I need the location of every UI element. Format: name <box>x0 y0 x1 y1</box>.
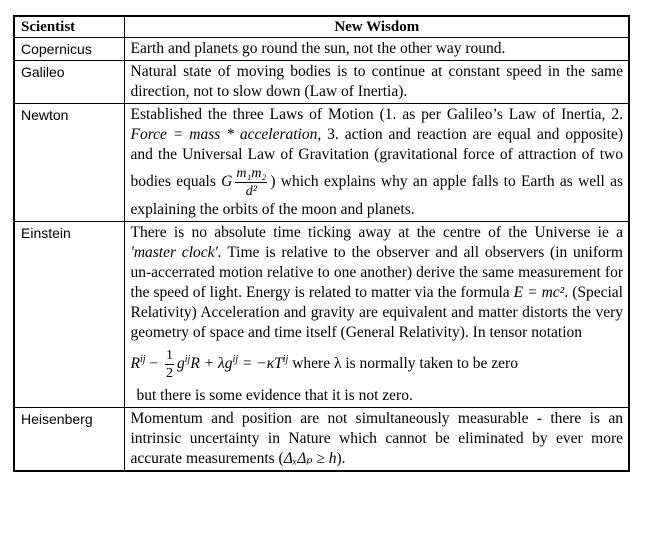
table-row <box>14 61 629 104</box>
scientist-name: Newton <box>14 104 124 222</box>
header-row <box>14 16 629 38</box>
tensor-half-num: 1 <box>166 348 174 363</box>
gravity-fraction <box>235 165 267 200</box>
einstein-text-c: . (Special Relativity) Acceleration and gravity are equivalent and matter distorts the very geometry of space and time itself (General Relativity). In tensor notation <box>130 284 623 341</box>
wisdom-text <box>124 104 629 222</box>
force-formula: Force = mass * acceleration <box>130 126 318 143</box>
gravity-constant: G <box>221 173 233 191</box>
einstein-text-d: but there is some evidence that it is not zero. <box>136 387 413 404</box>
newton-text-c: ) which explains why an apple falls to Earth as well as explaining the orbits of the moon and planets. <box>130 173 623 218</box>
scientist-name: Heisenberg <box>14 408 124 472</box>
heisenberg-text-b: ). <box>336 450 346 467</box>
tensor-rhs: = −κT <box>241 355 283 373</box>
wisdom-text <box>124 408 629 472</box>
scientist-name: Galileo <box>14 61 124 104</box>
uncertainty-formula: ΔₓΔₚ ≥ h <box>283 450 337 467</box>
tensor-sup-3: ij <box>232 353 239 365</box>
wisdom-text: Natural state of moving bodies is to continue at constant speed in the same direction, not to slow down (Law of Inertia). <box>124 61 629 104</box>
einstein-text-b: Time is relative to the observer and all observers (in uniform un-accerrated motion relative to one another) derive the same measurement for the speed of light. Energy is related to matter via the formula <box>130 244 623 301</box>
tensor-sup-2: ij <box>184 353 191 365</box>
tensor-sup-1: ij <box>139 353 146 365</box>
tensor-half-den: 2 <box>166 366 174 381</box>
table-row <box>14 104 629 222</box>
tensor-rest: R + λg <box>190 355 233 373</box>
einstein-text-a: There is no absolute time ticking away at the centre of the Universe ie a <box>130 224 623 241</box>
newton-text-a: Established the three Laws of Motion (1. as per Galileo’s Law of Inertia, 2. <box>130 106 623 123</box>
gravity-numerator: m₁m₂ <box>236 166 267 181</box>
tensor-half <box>165 347 174 382</box>
wisdom-text <box>124 222 629 408</box>
heisenberg-text-a: Momentum and position are not simultaneously measurable - there is an intrinsic uncertainty in Nature which cannot be eliminated by ever more accurate measurements ( <box>130 410 623 467</box>
tensor-r: R <box>130 355 140 373</box>
tensor-sup-4: ij <box>282 353 289 365</box>
scientists-table <box>13 15 630 472</box>
table-row <box>14 38 629 61</box>
tensor-tail: where λ is normally taken to be zero <box>288 355 518 373</box>
wisdom-text: Earth and planets go round the sun, not the other way round. <box>124 38 629 61</box>
table-row <box>14 408 629 472</box>
scientist-name: Einstein <box>14 222 124 408</box>
tensor-g: g <box>177 355 185 373</box>
emc-formula: E = mc² <box>513 284 565 301</box>
header-new-wisdom: New Wisdom <box>124 16 629 38</box>
header-scientist: Scientist <box>14 16 124 38</box>
newton-text-b: , 3. action and reaction are equal and opposite) and the Universal Law of Gravitation (gravitational force of attraction of two bodies equals <box>130 126 623 191</box>
gravity-denominator: d² <box>245 184 257 199</box>
table-row <box>14 222 629 408</box>
master-clock-text: 'master clock'. <box>130 244 222 261</box>
scientist-name: Copernicus <box>14 38 124 61</box>
tensor-equation: $R^{ij}$ − $\frac{1}{2}$ $g^{ij}R + \lambda g^{ij} = -\kappa T^{ij}$ where λ is normally taken to be zero <box>130 348 518 381</box>
